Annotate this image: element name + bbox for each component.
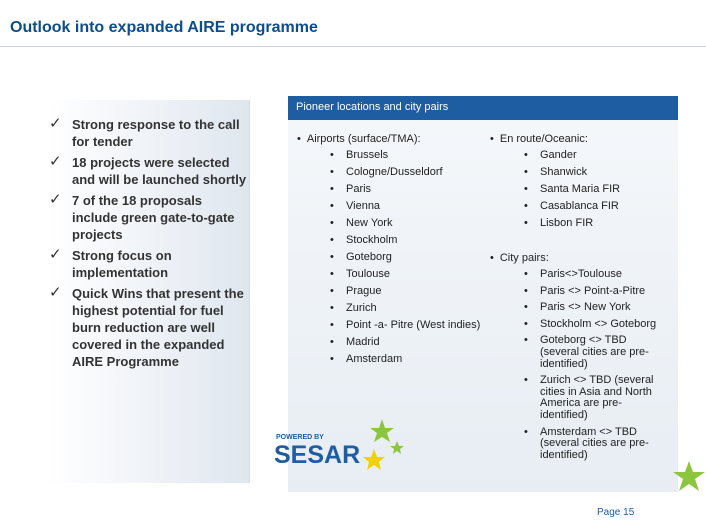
city-pairs-heading: • City pairs: <box>490 252 549 264</box>
star-icon <box>390 441 404 454</box>
list-item: • Amsterdam <box>330 351 500 368</box>
list-item: • New York <box>330 215 500 232</box>
enroute-list <box>524 147 674 232</box>
airports-heading: • Airports (surface/TMA): <box>297 133 421 145</box>
slide-title: Outlook into expanded AIRE programme <box>10 19 318 36</box>
key-point: ✓ Strong focus on implementation <box>49 246 172 280</box>
list-item: • Toulouse <box>330 266 500 283</box>
list-item: • Zurich <box>330 300 500 317</box>
checkmark-icon: ✓ <box>49 284 62 301</box>
key-point: ✓ Quick Wins that present the highest potential for fuel burn reduction are well covered in the expanded AIRE Programme <box>49 284 244 369</box>
star-icon <box>370 419 394 442</box>
list-item: • Paris<>Toulouse <box>524 269 664 281</box>
logo-tagline: POWERED BY <box>276 434 324 441</box>
pioneer-box-header: Pioneer locations and city pairs <box>288 96 678 120</box>
list-item: • Stockholm <> Goteborg <box>524 319 664 331</box>
list-item: • Gander <box>524 147 674 164</box>
sesar-logo <box>262 405 412 485</box>
star-icon <box>672 460 706 494</box>
logo-wordmark: SESAR <box>274 441 361 469</box>
list-item: • Santa Maria FIR <box>524 181 674 198</box>
key-points-list <box>48 116 248 374</box>
list-item: • Point -a- Pitre (West indies) <box>330 317 500 334</box>
list-item: • Amsterdam <> TBD (several cities are pre-identified) <box>524 427 664 462</box>
list-item: • Goteborg <> TBD (several cities are pre-identified) <box>524 335 664 370</box>
list-item: • Madrid <box>330 334 500 351</box>
list-item: • Shanwick <box>524 164 674 181</box>
key-point: ✓ Strong response to the call for tender <box>49 115 240 149</box>
enroute-heading: • En route/Oceanic: <box>490 133 588 145</box>
page-number: Page 15 <box>597 507 635 518</box>
checkmark-icon: ✓ <box>49 115 62 132</box>
list-item: • Paris <box>330 181 500 198</box>
list-item: • Casablanca FIR <box>524 198 674 215</box>
list-item: • Zurich <> TBD (several cities in Asia and North America are pre-identified) <box>524 375 664 421</box>
list-item: • Paris <> New York <box>524 302 664 314</box>
list-item: • Stockholm <box>330 232 500 249</box>
title-divider <box>0 46 706 47</box>
airports-list <box>330 147 500 368</box>
checkmark-icon: ✓ <box>49 246 62 263</box>
city-pairs-list <box>524 269 664 466</box>
list-item: • Cologne/Dusseldorf <box>330 164 500 181</box>
list-item: • Brussels <box>330 147 500 164</box>
key-point: ✓ 18 projects were selected and will be launched shortly <box>49 153 247 187</box>
list-item: • Lisbon FIR <box>524 215 674 232</box>
star-icon <box>363 449 385 470</box>
checkmark-icon: ✓ <box>49 191 62 208</box>
list-item: • Paris <> Point-a-Pitre <box>524 286 664 298</box>
checkmark-icon: ✓ <box>49 153 62 170</box>
key-point: ✓ 7 of the 18 proposals include green gate-to-gate projects <box>49 191 235 242</box>
list-item: • Vienna <box>330 198 500 215</box>
list-item: • Prague <box>330 283 500 300</box>
list-item: • Goteborg <box>330 249 500 266</box>
